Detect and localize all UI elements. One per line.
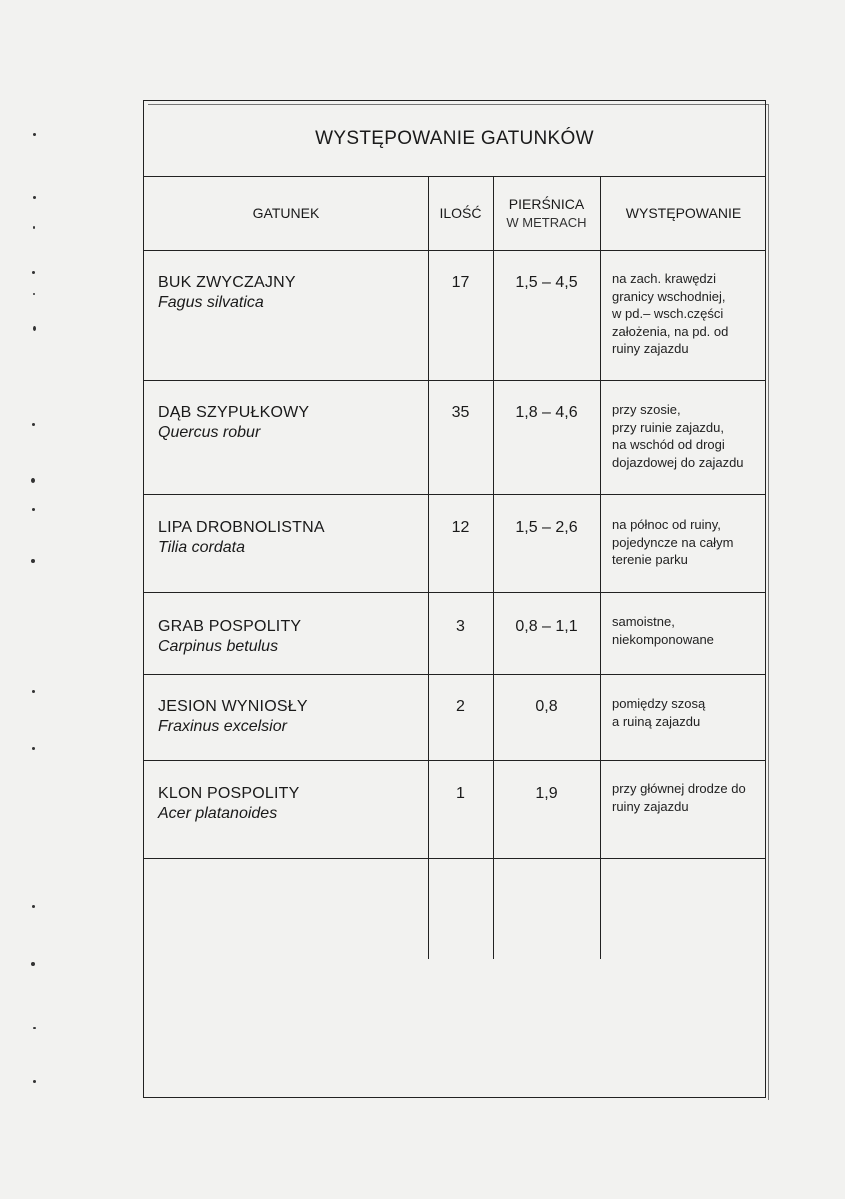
occurrence-line: niekomponowane: [612, 631, 714, 647]
count-cell: 12: [451, 519, 470, 536]
girth-cell: 1,8 – 4,6: [515, 404, 578, 421]
margin-speck: [32, 690, 35, 693]
occurrence-line: na zach. krawędzi: [612, 271, 717, 286]
occurrence-cell: [612, 401, 744, 471]
col-divider: [428, 176, 429, 959]
occurrence-line: przy szosie,: [612, 402, 681, 417]
species-cell: [158, 618, 301, 656]
margin-speck: [32, 508, 35, 511]
count-cell: 17: [451, 274, 470, 291]
row-divider: [144, 250, 765, 251]
occurrence-line: dojazdowej do zajazdu: [612, 454, 744, 470]
margin-speck: [32, 423, 35, 426]
species-name: GRAB POSPOLITY: [158, 618, 302, 635]
occurrence-line: samoistne,: [612, 614, 675, 629]
row-divider: [144, 760, 765, 761]
header-species: [144, 176, 428, 250]
girth-cell: 0,8: [535, 698, 558, 715]
margin-speck: [33, 133, 36, 136]
occurrence-line: w pd.– wsch.części: [612, 306, 724, 321]
species-cell: [158, 698, 308, 736]
occurrence-line: granicy wschodniej,: [612, 288, 726, 304]
header-count: [428, 176, 493, 250]
margin-speck: [33, 196, 36, 199]
occurrence-line: pomiędzy szosą: [612, 696, 706, 711]
species-table: [143, 100, 766, 1098]
table-title: WYSTĘPOWANIE GATUNKÓW: [144, 101, 765, 177]
species-name: JESION WYNIOSŁY: [158, 698, 308, 715]
row-divider: [144, 494, 765, 495]
margin-speck: [33, 326, 36, 331]
margin-speck: [32, 905, 35, 908]
girth-cell: 1,5 – 2,6: [515, 519, 578, 536]
species-latin: Carpinus betulus: [158, 638, 279, 655]
occurrence-cell: [612, 270, 728, 358]
margin-speck: [31, 478, 35, 483]
header-girth-label: PIERŚNICA: [508, 196, 585, 212]
species-name: KLON POSPOLITY: [158, 785, 300, 802]
species-cell: [158, 519, 325, 557]
header-occurrence: [600, 176, 767, 250]
occurrence-line: na wschód od drogi: [612, 437, 725, 452]
occurrence-cell: [612, 516, 733, 569]
row-divider: [144, 380, 765, 381]
occurrence-cell: [612, 695, 705, 730]
occurrence-line: ruiny zajazdu: [612, 341, 689, 356]
margin-speck: [33, 1080, 36, 1083]
header-occurrence-label: WYSTĘPOWANIE: [625, 205, 742, 221]
occurrence-line: pojedyncze na całym: [612, 534, 734, 550]
girth-cell: 0,8 – 1,1: [515, 618, 578, 635]
occurrence-line: a ruiną zajazdu: [612, 713, 701, 729]
count-cell: 3: [456, 618, 465, 635]
girth-cell: 1,9: [535, 785, 558, 802]
species-latin: Fraxinus excelsior: [158, 718, 287, 735]
col-divider: [600, 176, 601, 959]
header-girth: [493, 176, 600, 250]
margin-speck: [32, 271, 35, 274]
margin-speck: [33, 1027, 36, 1029]
occurrence-line: ruiny zajazdu: [612, 798, 689, 814]
occurrence-cell: [612, 613, 714, 648]
margin-speck: [32, 747, 35, 750]
count-cell: 35: [451, 404, 470, 421]
header-count-label: ILOŚĆ: [439, 205, 482, 221]
header-species-label: GATUNEK: [252, 205, 320, 221]
species-cell: [158, 404, 309, 442]
species-latin: Quercus robur: [158, 424, 261, 441]
header-girth-unit: W METRACH: [506, 215, 587, 230]
occurrence-line: przy ruinie zajazdu,: [612, 419, 724, 435]
margin-speck: [31, 559, 35, 563]
row-divider: [144, 674, 765, 675]
count-cell: 1: [456, 785, 465, 802]
row-divider: [144, 592, 765, 593]
species-name: BUK ZWYCZAJNY: [158, 274, 296, 291]
species-cell: [158, 785, 300, 823]
species-name: LIPA DROBNOLISTNA: [158, 519, 325, 536]
row-divider: [144, 858, 765, 859]
occurrence-line: na północ od ruiny,: [612, 517, 721, 532]
species-cell: [158, 274, 296, 312]
species-latin: Tilia cordata: [158, 539, 246, 556]
count-cell: 2: [456, 698, 465, 715]
occurrence-cell: [612, 780, 746, 815]
col-divider: [493, 176, 494, 959]
margin-speck: [31, 962, 35, 966]
occurrence-line: przy głównej drodze do: [612, 781, 746, 796]
margin-speck: [33, 293, 35, 295]
occurrence-line: założenia, na pd. od: [612, 323, 729, 339]
girth-cell: 1,5 – 4,5: [515, 274, 578, 291]
species-latin: Fagus silvatica: [158, 294, 264, 311]
margin-speck: [33, 226, 35, 229]
species-latin: Acer platanoides: [158, 805, 278, 822]
species-name: DĄB SZYPUŁKOWY: [158, 404, 310, 421]
occurrence-line: terenie parku: [612, 552, 688, 567]
